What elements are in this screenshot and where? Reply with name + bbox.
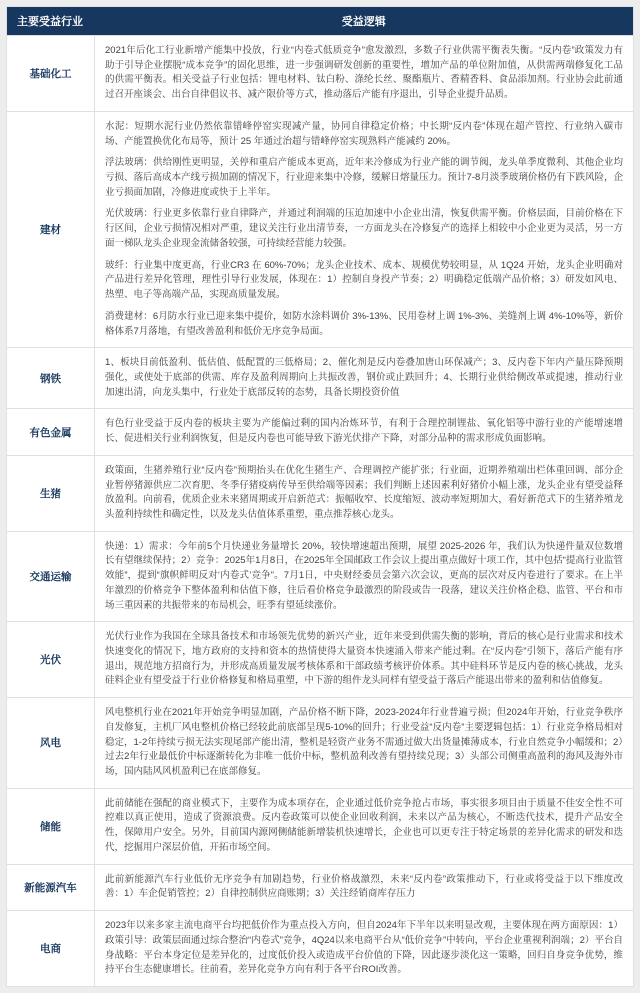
table-row xyxy=(7,622,634,698)
col-header-industry: 主要受益行业 xyxy=(7,7,95,36)
logic-cell xyxy=(95,864,634,910)
logic-cell xyxy=(95,455,634,531)
logic-cell xyxy=(95,36,634,112)
industry-cell: 电商 xyxy=(7,911,95,987)
logic-cell xyxy=(95,911,634,987)
industry-cell: 新能源汽车 xyxy=(7,864,95,910)
logic-paragraph: 1、板块目前低盈利、低估值、低配置的三低格局；2、催化剂是反内卷叠加唐山环保减产；3、反内卷下年内产量压降预期强化，或使处于底部的供需、库存及盈利周期向上共振改善，钢价或止跌回升；4、长期行业供给侧改革或提速，推动行业加速出清，向龙头集中，行业处于底部反转的态势，具备长期投资价值 xyxy=(105,357,623,398)
logic-cell xyxy=(95,111,634,347)
industry-cell: 建材 xyxy=(7,111,95,347)
logic-paragraph: 水泥：短期水泥行业仍然依靠错峰停窑实现减产量，协同自律稳定价格；中长期“反内卷”体现在超产管控、行业纳入碳市场、产能置换优化布局等，预计 25 年通过治超与错峰停窑实现熟料产能减约 20%。 xyxy=(105,120,623,147)
logic-paragraph: 浮法玻璃：供给刚性更明显，关停和重启产能成本更高，近年来冷修成为行业产能的调节阀，龙头单季度微利、其他企业均亏损、落后高成本产线亏损加剧的情况下，行业迎来集中冷修，缓解日熔量压力。预计7-8月淡季玻璃价格仍有下跌风险，企业亏损面加剧，冷修进度或快于上半年。 xyxy=(105,157,623,198)
industry-cell: 交通运输 xyxy=(7,531,95,622)
table-row xyxy=(7,864,634,910)
logic-cell xyxy=(95,622,634,698)
industry-cell: 有色金属 xyxy=(7,409,95,455)
table-header-row xyxy=(7,7,634,36)
table-row xyxy=(7,348,634,409)
col-header-logic: 受益逻辑 xyxy=(95,7,634,36)
industry-cell: 基础化工 xyxy=(7,36,95,112)
logic-paragraph: 此前新能源汽车行业低价无序竞争有加剧趋势，行业价格战激烈，未来“反内卷”政策推动下，行业或将受益于以下维度改善：1）车企促销管控；2）自律控制供应商账期；3）关注经销商库存压力 xyxy=(105,873,623,900)
logic-cell xyxy=(95,409,634,455)
table-header xyxy=(7,7,634,36)
logic-paragraph: 2021年后化工行业新增产能集中投放，行业“内卷式低质竞争”愈发激烈，多数子行业供需平衡表失衡。“反内卷”政策发力有助于引导企业摆脱“成本竞争”的固化思维，进一步强调研发创新的重要性，增加产品的单位附加值，从供需两端修复化工品的供需平衡表。相关受益子行业包括：锂电材料、钛白粉、涤纶长丝、聚酯瓶片、香精香料、食品添加剂。行业协会此前通过召开座谈会、出台自律倡议书、减产限价等方式，推动落后产能有序退出，引导企业提升品质。 xyxy=(105,45,623,101)
table-row xyxy=(7,111,634,347)
logic-cell xyxy=(95,531,634,622)
industry-cell: 储能 xyxy=(7,788,95,864)
logic-paragraph: 风电整机行业在2021年开始竞争明显加剧，产品价格不断下降，2023-2024年行业普遍亏损；但2024年开始，行业竞争秩序自发修复，主机厂风电整机价格已经较此前底部呈现5-10%的回升；行业受益“反内卷”主要逻辑包括：1）行业竞争格局相对稳定，1-2年持续亏损无法实现尾部产能出清，整机是轻资产业务不需通过做大出货量摊薄成本，行业自然竞争小幅缓和；2）过去2年行业最低价中标逐渐转化为非唯一低价中标，整机盈利改善有望持续兑现；3）头部公司侧重高盈利的海风及海外市场，国内陆风风机盈利已在底部修复。 xyxy=(105,707,623,778)
table-row xyxy=(7,409,634,455)
logic-paragraph: 2023年以来多家主流电商平台均把低价作为重点投入方向，但自2024年下半年以来明显改观，主要体现在两方面原因：1）政策引导：政策层面通过综合整治“内卷式”竞争，4Q24以来电商平台从“低价竞争”中转向，平台企业重视利润端；2）平台自身战略：平台本身定位是差异化的，过度低价投入或造成平台价值的下降，因此逐步淡化这一策略，回归自身竞争优势，维持平台生态健康增长。往前看，差异化竞争方向有利于各平台ROI改善。 xyxy=(105,920,623,976)
logic-cell xyxy=(95,348,634,409)
logic-paragraph: 有色行业受益于反内卷的板块主要为产能偏过剩的国内冶炼环节，有利于合理控制锂盐、氧化铝等中游行业的产能增速增长、促进相关行业利润恢复，但是反内卷也可能导致下游光伏排产下降，对部分品种的需求形成负面影响。 xyxy=(105,418,623,445)
table-body xyxy=(7,36,634,987)
table-row xyxy=(7,698,634,789)
table-row xyxy=(7,911,634,987)
logic-paragraph: 此前储能在强配的商业模式下，主要作为成本项存在，企业通过低价竞争抢占市场，事实很多项目由于质量不佳安全性不可控难以真正使用，造成了资源浪费。反内卷政策可以使企业回收利润，未来以产品为核心，不断迭代技术，提升产品安全性，保障用户安全。另外，目前国内源网侧储能新增装机快速增长，企业也可以更专注于特定场景的差异化需求的研发和迭代，挖掘用户深层价值，开拓市场空间。 xyxy=(105,797,623,853)
table-row xyxy=(7,455,634,531)
logic-paragraph: 消费建材：6月防水行业已迎来集中提价，如防水涂料调价 3%-13%、民用卷材上调 1%-3%、美缝剂上调 4%-10%等，新价格体系7月落地，有望改善盈利和低价无序竞争局面。 xyxy=(105,310,623,337)
logic-paragraph: 政策面，生猪养殖行业“反内卷”预期抬头在优化生猪生产、合理调控产能扩张；行业面，近期养殖端出栏体重回调、部分企业暂停猪源供应二次育肥、冬季仔猪疫病传导至供给端等因素；我们判断上述因素利好猪价小幅上涨，龙头企业有望受益释放盈利。向前看，优质企业未来猪周期或开启新范式：振幅收窄、长度缩短、波动率短期加大，看好新范式下的生猪养殖龙头盈利持续性和确定性，以及龙头估值体系重塑，重点推荐核心龙头。 xyxy=(105,464,623,520)
logic-paragraph: 光伏玻璃：行业更多依靠行业自律降产，并通过利润端的压迫加速中小企业出清，恢复供需平衡。价格层面，目前价格在下行区间，企业亏损情况相对严重，建议关注行业出清节奏，一方面龙头在冷修复产的选择上相较中小企业更为灵活，另一方面一梯队龙头企业现金流储备较强，可持续经营能力较强。 xyxy=(105,208,623,249)
logic-paragraph: 快递：1）需求：今年前5个月快递业务量增长 20%，较快增速超出预期，展望 2025-2026 年，我们认为快递件量双位数增长有望继续保持；2）竞争：2025年1月8日，在2025年全国邮政工作会议上提出重点做好十项工作，其中包括“提高行业监管效能”，提到“旗帜鲜明反对‘内卷式’竞争”。7月1日，中央财经委员会第六次会议，更高的层次对反内卷进行了要求。在上半年激烈的价格竞争下整体盈利和估值下修，往后看价格竞争最激烈的阶段或告一段落，建议关注价格企稳、监管、平台和市场三重因素的共振带来的布局机会，旺季有望延续涨价。 xyxy=(105,540,623,611)
logic-cell xyxy=(95,788,634,864)
industry-cell: 钢铁 xyxy=(7,348,95,409)
logic-paragraph: 玻纤：行业集中度更高，行业CR3 在 60%-70%；龙头企业技术、成本、规模优势较明显，从 1Q24 开始，龙头企业明确对产品进行差异化管理，理性引导行业发展，体现在：1）控制自身投产节奏；2）明确稳定低端产品价格；3）研发如风电、热塑、电子等高端产品，实现高质量发展。 xyxy=(105,259,623,301)
logic-paragraph: 光伏行业作为我国在全球具备技术和市场领先优势的新兴产业，近年来受到供需失衡的影响，背后的核心是行业需求和技术快速变化的情况下，地方政府的支持和资本的热情使得大量资本快速涌入带来产能过剩。在“反内卷”引领下，落后产能有序退出，规范地方招商行为，并形成高质量发展考核体系和干部政绩考核评价体系。其中硅料环节是反内卷的核心挑战，龙头硅料企业有望受益于行业价格修复和格局重塑，中下游的组件龙头同样有望受益于落后产能退出带来的盈利和估值修复。 xyxy=(105,631,623,687)
benefit-industry-table xyxy=(6,6,634,987)
industry-cell: 生猪 xyxy=(7,455,95,531)
table-row xyxy=(7,531,634,622)
table-row xyxy=(7,36,634,112)
table-row xyxy=(7,788,634,864)
industry-cell: 光伏 xyxy=(7,622,95,698)
logic-cell xyxy=(95,698,634,789)
industry-cell: 风电 xyxy=(7,698,95,789)
